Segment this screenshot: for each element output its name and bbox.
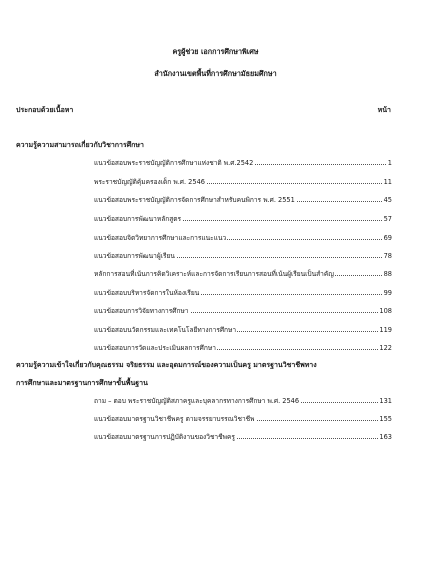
document-title: ครูผู้ช่วย เอกการศึกษาพิเศษ	[172, 47, 259, 56]
toc-entry: แนวข้อสอบนวัตกรรมและเทคโนโลยีทางการศึกษา 119	[94, 326, 392, 334]
toc-entry: ถาม – ตอบ พระราชบัญญัติสภาครูและบุคลากรทางการศึกษา พ.ศ. 2546 131	[94, 397, 392, 405]
toc-entry: แนวข้อสอบจิตวิทยาการศึกษาและการแนะแนว 69	[94, 234, 392, 242]
section-heading-2: ความรู้ความเข้าใจเกี่ยวกับคุณธรรม จริยธรรม และอุดมการณ์ของความเป็นครู มาตรฐานวิชาชีพทาง	[16, 361, 317, 369]
toc-entry: แนวข้อสอบการวิจัยทางการศึกษา 108	[94, 307, 392, 315]
toc-entry: แนวข้อสอบพระราชบัญญัติการศึกษาแห่งชาติ พ.ศ.2542 1	[94, 159, 392, 167]
toc-entry: แนวข้อสอบพระราชบัญญัติการจัดการศึกษาสำหรับคนพิการ พ.ศ. 2551 45	[94, 196, 392, 204]
toc-entry: แนวข้อสอบการพัฒนาผู้เรียน 78	[94, 252, 392, 260]
toc-entry: หลักการสอนที่เน้นการคิดวิเคราะห์และการจัดการเรียนการสอนที่เน้นผู้เรียนเป็นสำคัญ 88	[94, 270, 392, 278]
page-column-label: หน้า	[377, 106, 391, 114]
toc-entry: พระราชบัญญัติคุ้มครองเด็ก พ.ศ. 2546 11	[94, 178, 392, 186]
toc-entry: แนวข้อสอบมาตรฐานการปฏิบัติงานของวิชาชีพครู 163	[94, 433, 392, 441]
toc-entry: แนวข้อสอบบริหารจัดการในห้องเรียน 99	[94, 289, 392, 297]
document-subtitle: สำนักงานเขตพื้นที่การศึกษามัธยมศึกษา	[154, 69, 277, 78]
toc-entry: แนวข้อสอบมาตรฐานวิชาชีพครู ตามจรรยาบรรณวิชาชีพ 155	[94, 415, 392, 423]
toc-entry: แนวข้อสอบการพัฒนาหลักสูตร 57	[94, 215, 392, 223]
section-heading-1: ความรู้ความสามารถเกี่ยวกับวิชาการศึกษา	[16, 141, 144, 149]
toc-entry: แนวข้อสอบการวัดและประเมินผลการศึกษา 122	[94, 344, 392, 352]
contents-label: ประกอบด้วยเนื้อหา	[16, 106, 74, 114]
section-heading-2-cont: การศึกษาและมาตรฐานการศึกษาขั้นพื้นฐาน	[16, 379, 148, 387]
